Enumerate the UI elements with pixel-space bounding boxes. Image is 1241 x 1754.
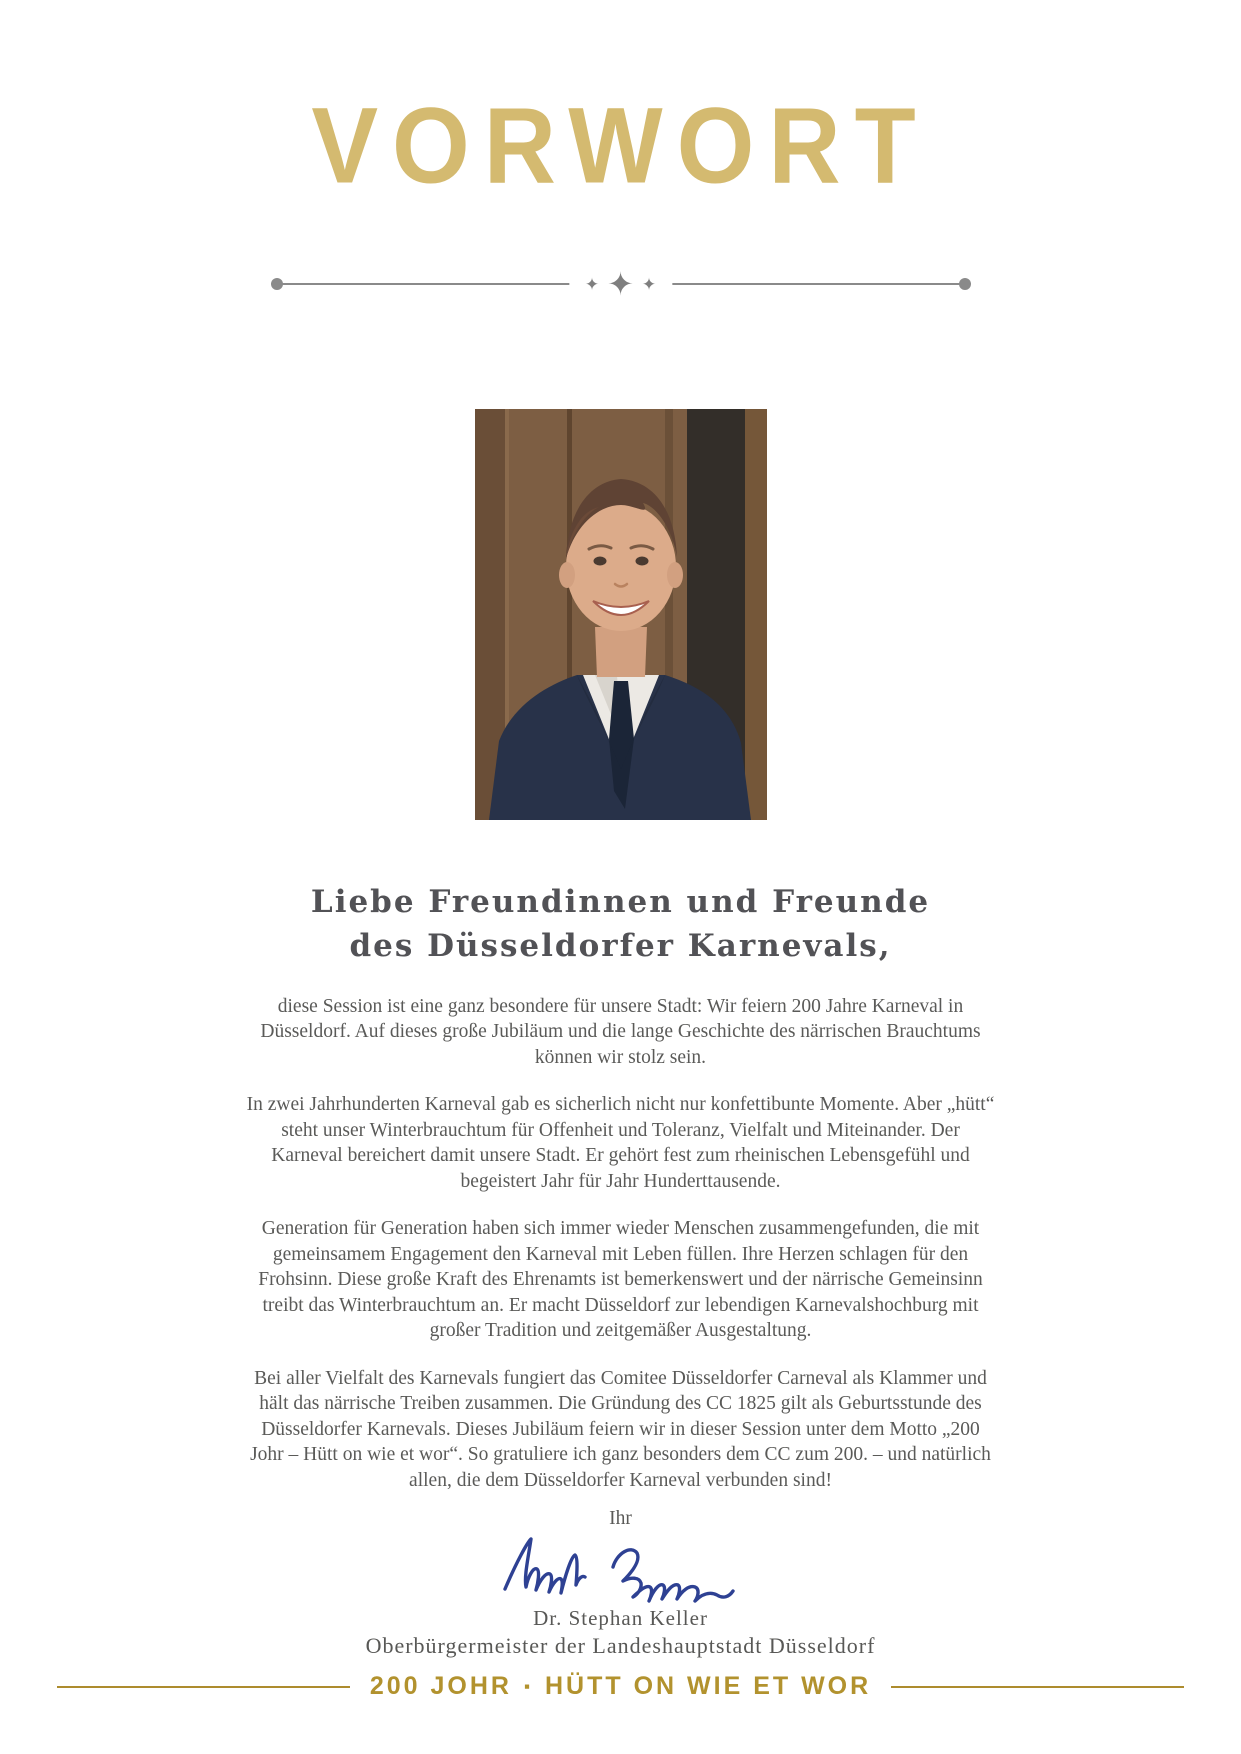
divider-dot-right-icon [959, 278, 971, 290]
star-icon: ✦ [584, 274, 600, 294]
square-bullet-icon: ▪ [523, 1677, 533, 1696]
page-title: VORWORT [311, 85, 930, 207]
paragraph: In zwei Jahrhunderten Karneval gab es sicherlich nicht nur konfettibunte Momente. Aber „hütt“ steht unser Winterbrauchtum für Offenheit und Toleranz, Vielfalt und Miteinander. Der Karneval bereichert damit unsere Stadt. Er gehört fest zum rheinischen Lebensgefühl und begeistert Jahr für Jahr Hunderttausende. [246, 1094, 995, 1192]
motto-left: 200 JOHR [369, 1672, 512, 1700]
star-icon: ✦ [607, 266, 634, 302]
signatory-name: Dr. Stephan Keller [533, 1606, 708, 1631]
closing-salutation: Ihr [609, 1508, 632, 1530]
signature-block [0, 1533, 1241, 1605]
heading-line-2: des Düsseldorfer Karnevals, [349, 928, 892, 964]
footer-motto-text [370, 1672, 871, 1701]
motto-right: HÜTT ON WIE ET WOR [544, 1672, 872, 1700]
paragraph: Generation für Generation haben sich immer wieder Menschen zusammengefunden, die mit gemeinsamem Engagement den Karneval mit Leben füllen. Ihre Herzen schlagen für den Frohsinn. Diese große Kraft des Ehrenamts ist bemerkenswert und der närrische Gemeinsinn treibt das Winterbrauchtum an. Er macht Düsseldorf zur lebendigen Karnevalshochburg mit großer Tradition und zeitgemäßer Ausgestaltung. [258, 1218, 983, 1342]
portrait-photo [475, 409, 767, 820]
heading-line-1: Liebe Freundinnen und Freunde [310, 884, 931, 920]
footer-rule-right [891, 1686, 1184, 1688]
divider-star-ornament [569, 268, 672, 300]
letter-body [245, 994, 997, 1494]
handwritten-signature-image [496, 1533, 746, 1605]
signatory-role: Oberbürgermeister der Landeshauptstadt Düsseldorf [365, 1633, 876, 1659]
paragraph: diese Session ist eine ganz besondere für unsere Stadt: Wir feiern 200 Jahre Karneval in Düsseldorf. Auf dieses große Jubiläum und die lange Geschichte des närrischen Brauchtums können wir stolz sein. [260, 995, 981, 1068]
paragraph: Bei aller Vielfalt des Karnevals fungiert das Comitee Düsseldorfer Carneval als Klammer und hält das närrische Treiben zusammen. Die Gründung des CC 1825 gilt als Geburtsstunde des Düsseldorfer Karnevals. Dieses Jubiläum feiern wir in dieser Session unter dem Motto „200 Johr – Hütt on wie et wor“. So gratuliere ich ganz besonders dem CC zum 200. – und natürlich allen, die dem Düsseldorfer Karneval verbunden sind! [250, 1367, 991, 1491]
ornamental-divider [271, 267, 971, 301]
star-icon: ✦ [641, 274, 657, 294]
section-heading [0, 880, 1241, 968]
footer-motto [57, 1672, 1184, 1701]
footer-rule-left [57, 1686, 350, 1688]
